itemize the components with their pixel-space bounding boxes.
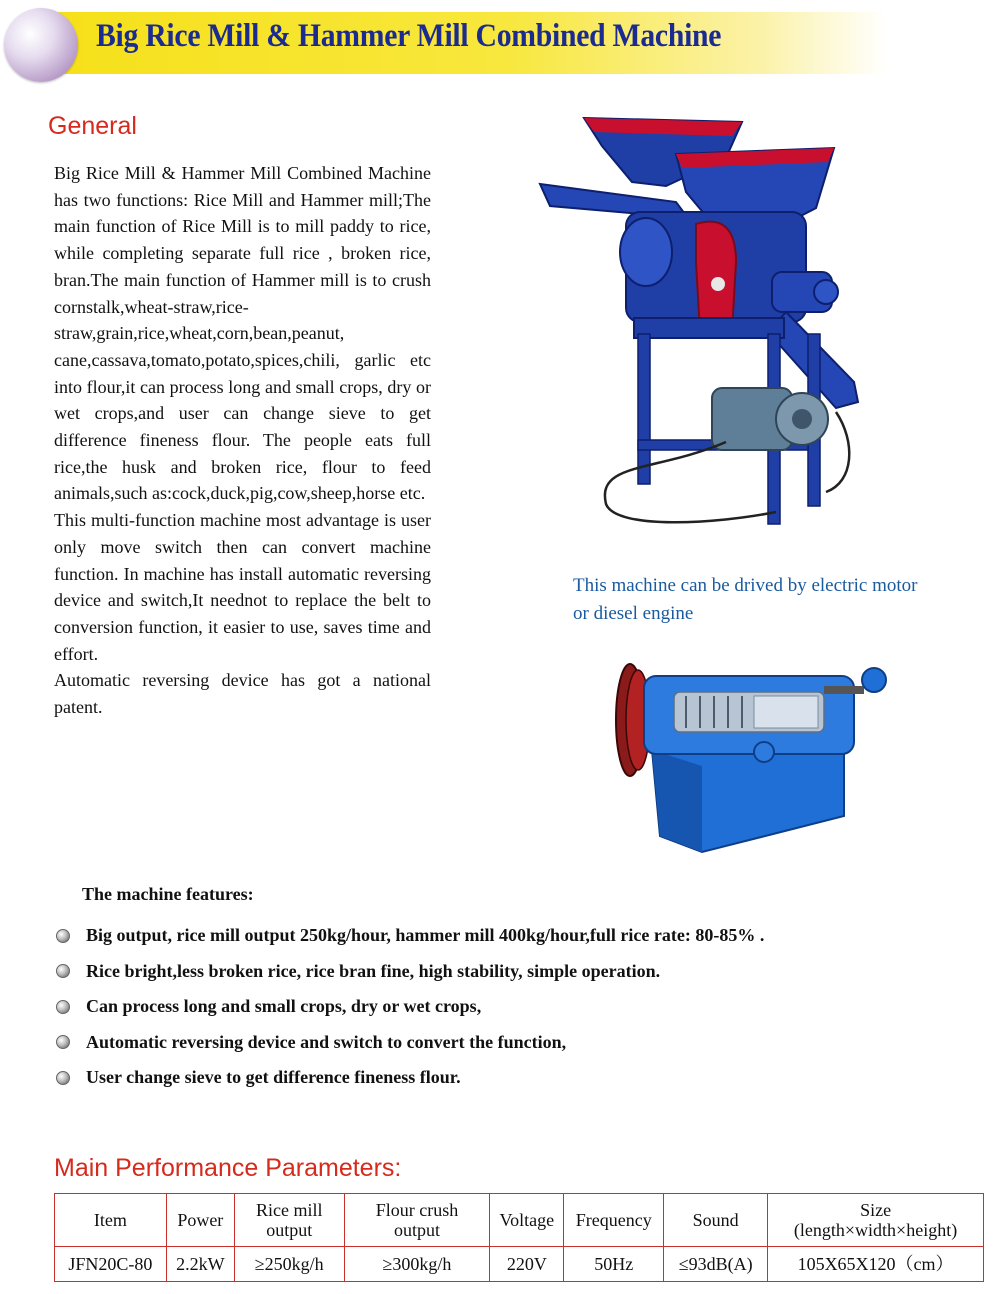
list-item [54, 989, 764, 1025]
table-cell: 105X65X120（cm） [768, 1247, 984, 1282]
general-paragraph: Big Rice Mill & Hammer Mill Combined Machine has two functions: Rice Mill and Hammer mill;The main function of Rice Mill is to mill paddy to rice, while completing separate full rice , broken rice, bran.The main function of Hammer mill is to crush cornstalk,wheat-straw,rice-straw,grain,rice,wheat,corn,bean,peanut, cane,cassava,tomato,potato,spices,chili, garlic etc into flour,it can process long and small crops, dry or wet crops,and user can change sieve to get difference fineness flour. The people eats full rice,the husk and broken rice, flour to feed animals,such as:cock,duck,pig,cow,sheep,horse etc. [54, 163, 431, 504]
table-cell: 220V [490, 1247, 564, 1282]
machine-photo [536, 112, 866, 532]
table-row [55, 1247, 984, 1282]
list-item [54, 918, 764, 954]
bullet-icon [56, 1071, 70, 1085]
general-description [54, 160, 431, 721]
header-line: Size [860, 1200, 892, 1220]
feature-text: Automatic reversing device and switch to convert the function, [86, 1031, 567, 1052]
bullet-icon [56, 929, 70, 943]
general-heading: General [48, 112, 137, 140]
parameters-heading: Main Performance Parameters: [54, 1154, 402, 1182]
table-cell: ≤93dB(A) [664, 1247, 768, 1282]
general-paragraph: This multi-function machine most advantage is user only move switch then can convert machine function. In machine has install automatic reversing device and switch,It neednot to replace the belt to conversion function, it easier to use, saves time and effort. [54, 510, 431, 664]
table-header-row [55, 1194, 984, 1247]
feature-text: User change sieve to get difference fineness flour. [86, 1067, 461, 1088]
bullet-icon [56, 1035, 70, 1049]
header-line: (length×width×height) [793, 1220, 958, 1240]
header-cell [768, 1194, 984, 1247]
general-paragraph: Automatic reversing device has got a national patent. [54, 670, 431, 718]
table-cell: 2.2kW [166, 1247, 234, 1282]
header-cell: Power [166, 1194, 234, 1247]
feature-text: Can process long and small crops, dry or wet crops, [86, 996, 482, 1017]
parameters-table [54, 1193, 984, 1282]
table-cell: ≥300kg/h [344, 1247, 490, 1282]
header-line: Rice mill [255, 1200, 323, 1220]
header-cell: Sound [664, 1194, 768, 1247]
table-cell: JFN20C-80 [55, 1247, 167, 1282]
header-line: Flour crush [375, 1200, 459, 1220]
header-cell: Item [55, 1194, 167, 1247]
bullet-icon [56, 1000, 70, 1014]
page-title: Big Rice Mill & Hammer Mill Combined Machine [96, 18, 722, 54]
header-line: output [393, 1220, 440, 1240]
machine-cutaway-image [604, 656, 894, 856]
header-cell [234, 1194, 344, 1247]
header-cell [344, 1194, 490, 1247]
header-cell: Frequency [564, 1194, 664, 1247]
bullet-icon [56, 964, 70, 978]
machine-caption: This machine can be drived by electric motor or diesel engine [573, 575, 918, 624]
table-cell: 50Hz [564, 1247, 664, 1282]
header-line: output [266, 1220, 313, 1240]
list-item [54, 1025, 764, 1061]
header-cell: Voltage [490, 1194, 564, 1247]
features-list [54, 918, 764, 1096]
header-sphere-icon [4, 8, 78, 82]
feature-text: Big output, rice mill output 250kg/hour, hammer mill 400kg/hour,full rice rate: 80-85% . [86, 925, 765, 946]
features-heading: The machine features: [82, 884, 254, 904]
list-item [54, 954, 764, 990]
feature-text: Rice bright,less broken rice, rice bran fine, high stability, simple operation. [86, 960, 661, 981]
list-item [54, 1060, 764, 1096]
table-cell: ≥250kg/h [234, 1247, 344, 1282]
